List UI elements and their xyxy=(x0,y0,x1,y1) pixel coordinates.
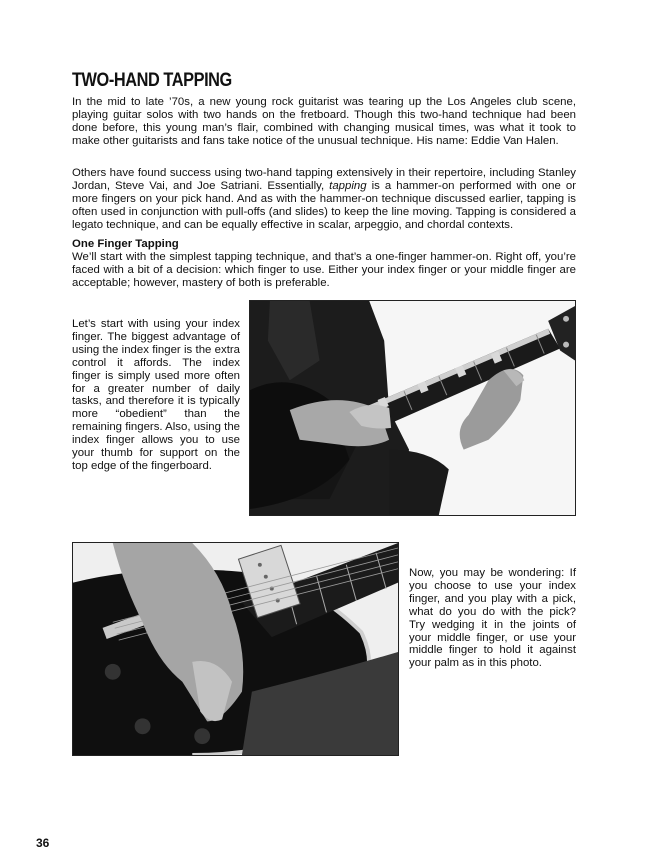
pick-paragraph: Now, you may be wondering: If you choose to use your index finger, and you play with a pick, what do you do with the pick? Try wedging it in the joints of your middle finger, or use your middle finger to hold it against your palm as in this photo. xyxy=(409,567,576,670)
photo-index-finger-tapping xyxy=(249,300,576,516)
third-paragraph: We’ll start with the simplest tapping technique, and that’s a one-finger hammer-on. Right off, you’re faced with a bit of a decision: which finger to use. Either your index finger or your middle finger are acceptable; however, mastery of both is preferable. xyxy=(72,251,576,289)
second-paragraph-start: Others have found success using two-hand tapping extensively in their repertoire, including Stanley Jordan, Steve Vai, and Joe Satriani. Essentially, xyxy=(72,167,576,192)
photo-holding-pick xyxy=(72,542,399,756)
intro-paragraph: In the mid to late ’70s, a new young rock guitarist was tearing up the Los Angeles club scene, playing guitar solos with two hands on the fretboard. Though this two-hand technique had been done before, this young man’s flair, combined with changing musical times, was what it took to make other guitarists and fans take notice of the unusual technique. His name: Eddie Van Halen. xyxy=(72,96,576,147)
tapping-term: tapping xyxy=(329,179,367,192)
second-paragraph xyxy=(72,167,576,232)
index-finger-paragraph: Let’s start with using your index finger. The biggest advantage of using the index finger is the extra control it affords. The index finger is simply used more often for a greater number of daily tasks, and therefore it is typically more “obedient” than the remaining fingers. Also, using the index finger allows you to use your thumb for support on the top edge of the fingerboard. xyxy=(72,318,240,472)
page-number: 36 xyxy=(36,836,50,850)
second-paragraph-end: is a hammer-on performed with one or more fingers on your pick hand. And as with the hammer-on technique discussed earlier, tapping is often used in conjunction with pull-offs (and slides) to keep the line moving. Tapping is considered a legato technique, and can be equally effective in scalar, arpeggio, and chordal contexts. xyxy=(72,179,576,231)
page-title: TWO-HAND TAPPING xyxy=(72,70,232,91)
section-heading: One Finger Tapping xyxy=(72,238,179,250)
